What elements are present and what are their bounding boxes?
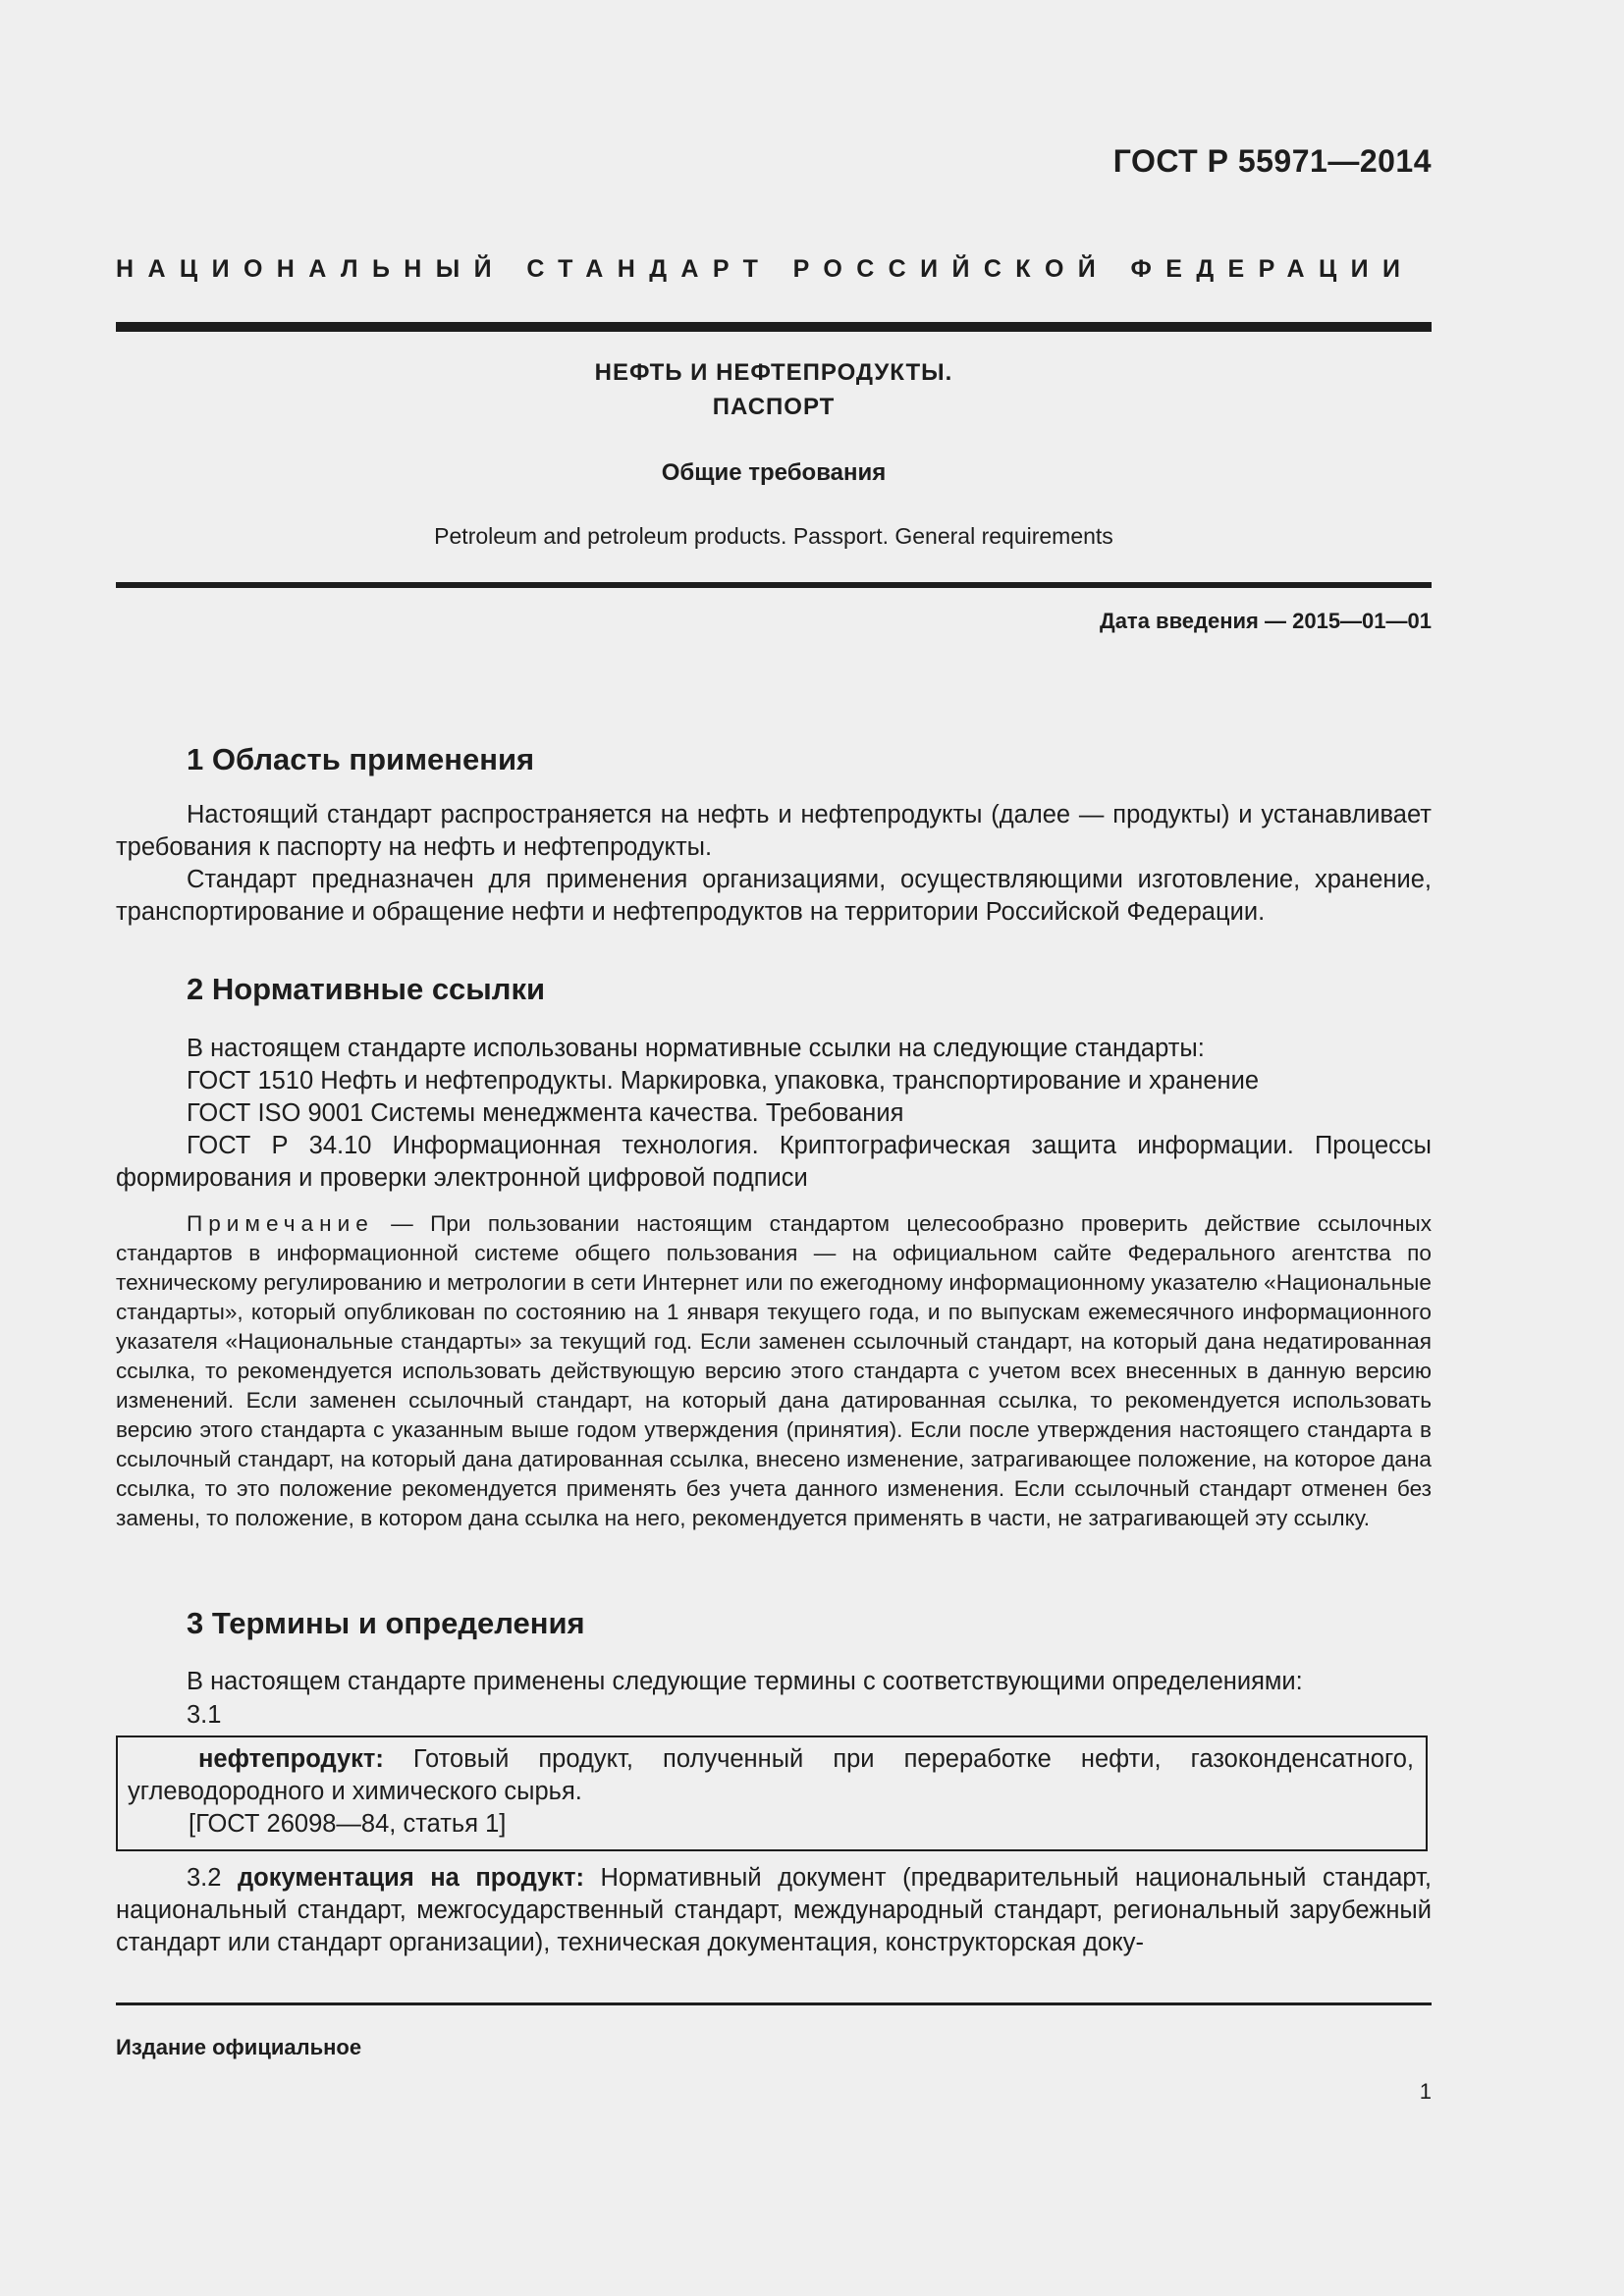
term-3-2-number: 3.2: [187, 1864, 238, 1892]
section-1-paragraph-1: Настоящий стандарт распространяется на нефть и нефтепродукты (далее — продукты) и устанавливает требования к паспорту на нефть и нефтепродукты.: [116, 801, 1432, 861]
english-title: Petroleum and petroleum products. Passport. General requirements: [434, 523, 1113, 549]
page-number: 1: [1419, 2079, 1432, 2104]
section-1-paragraph-2: Стандарт предназначен для применения организациями, осуществляющими изготовление, хранение, транспортирование и обращение нефти и нефтепродуктов на территории Российской Федерации.: [116, 866, 1432, 926]
term-3-1-name: нефтепродукт:: [198, 1745, 384, 1773]
introduction-date: Дата введения — 2015—01—01: [1100, 609, 1432, 633]
term-definition-box: [116, 1735, 1428, 1851]
term-3-2-name: документация на продукт:: [237, 1864, 584, 1892]
top-divider: [116, 322, 1432, 332]
term-3-2-text: Нормативный документ (предварительный национальный стандарт, национальный стандарт, межгосударственный стандарт, международный стандарт, региональный зарубежный стандарт или стандарт организации), техническая документация, конструкторская доку-: [116, 1864, 1432, 1956]
normative-reference-1: ГОСТ 1510 Нефть и нефтепродукты. Маркировка, упаковка, транспортирование и хранение: [187, 1067, 1260, 1095]
section-2-intro: В настоящем стандарте использованы нормативные ссылки на следующие стандарты:: [187, 1035, 1205, 1062]
national-standard-banner: НАЦИОНАЛЬНЫЙ СТАНДАРТ РОССИЙСКОЙ ФЕДЕРАЦИИ: [116, 255, 1415, 283]
section-2-heading: 2 Нормативные ссылки: [187, 972, 546, 1006]
term-3-1-source: [ГОСТ 26098—84, статья 1]: [189, 1810, 507, 1838]
term-3-1-number: 3.1: [187, 1701, 222, 1729]
official-edition-label: Издание официальное: [116, 2035, 362, 2059]
note-paragraph: [116, 1209, 1432, 1533]
title-line-1: НЕФТЬ И НЕФТЕПРОДУКТЫ.: [594, 359, 953, 386]
term-3-2-definition: [116, 1862, 1432, 1959]
note-label: Примечание: [187, 1211, 374, 1236]
title-line-2: ПАСПОРТ: [712, 394, 836, 420]
doc-number: ГОСТ Р 55971—2014: [1112, 143, 1432, 179]
section-3-heading: 3 Термины и определения: [187, 1606, 585, 1640]
section-3-intro: В настоящем стандарте применены следующие термины с соответствующими определениями:: [187, 1668, 1303, 1695]
subtitle: Общие требования: [661, 459, 887, 486]
term-3-1-definition: [128, 1743, 1414, 1808]
title-divider: [116, 582, 1432, 588]
term-3-1-text: Готовый продукт, полученный при переработке нефти, газоконденсатного, углеводородного и химического сырья.: [128, 1745, 1414, 1805]
note-text: — При пользовании настоящим стандартом целесообразно проверить действие ссылочных стандартов в информационной системе общего пользования — на официальном сайте Федерального агентства по техническому регулированию и метрологии в сети Интернет или по ежегодному информационному указателю «Национальные стандарты», который опубликован по состоянию на 1 января текущего года, и по выпускам ежемесячного информационного указателя «Национальные стандарты» за текущий год. Если заменен ссылочный стандарт, на который дана недатированная ссылка, то рекомендуется использовать действующую версию этого стандарта с учетом всех внесенных в данную версию изменений. Если заменен ссылочный стандарт, на который дана датированная ссылка, то рекомендуется использовать версию этого стандарта с указанным выше годом утверждения (принятия). Если после утверждения настоящего стандарта в ссылочный стандарт, на который дана датированная ссылка, внесено изменение, затрагивающее положение, на которое дана ссылка, то это положение рекомендуется применять без учета данного изменения. Если ссылочный стандарт отменен без замены, то положение, в котором дана ссылка на него, рекомендуется применять в части, не затрагивающей эту ссылку.: [116, 1211, 1432, 1530]
normative-reference-2: ГОСТ ISO 9001 Системы менеджмента качества. Требования: [187, 1099, 904, 1127]
section-1-heading: 1 Область применения: [187, 742, 535, 776]
footer-divider: [116, 2002, 1432, 2005]
normative-reference-3: ГОСТ Р 34.10 Информационная технология. Криптографическая защита информации. Процессы формирования и проверки электронной цифровой подписи: [116, 1132, 1432, 1192]
